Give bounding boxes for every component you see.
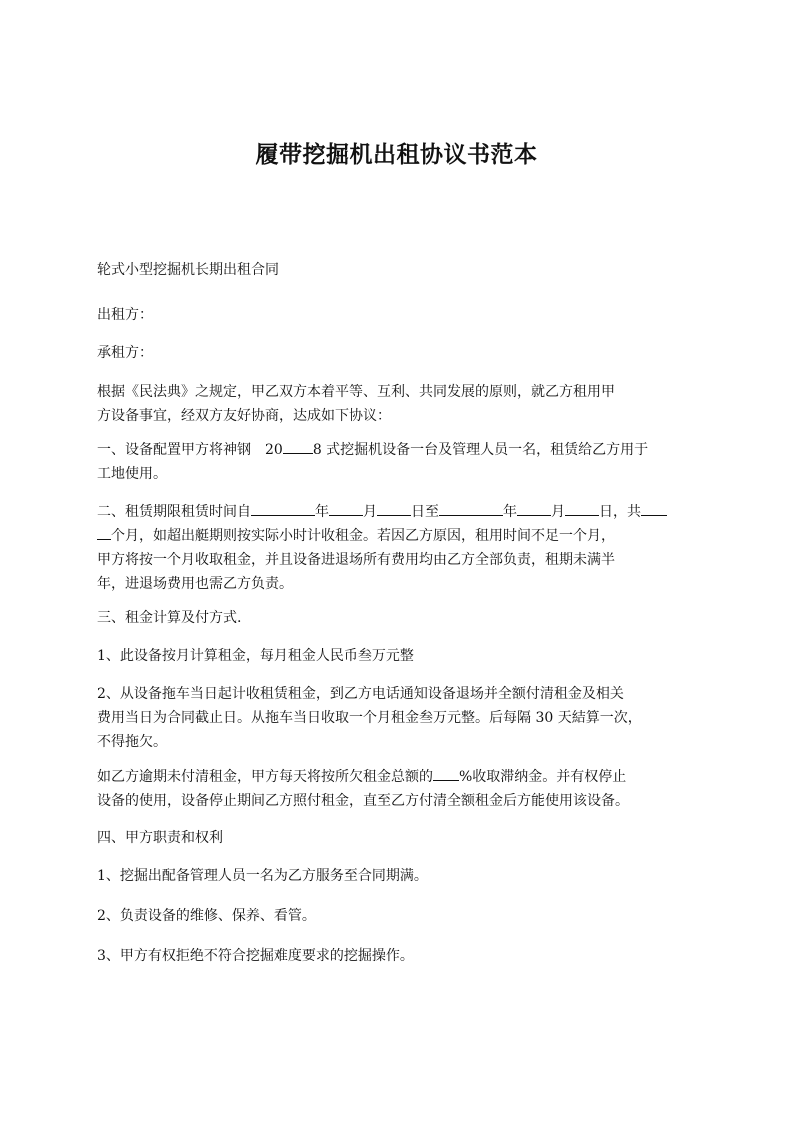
section2-text: 日，共	[599, 504, 641, 520]
document-title: 履带挖掘机出租协议书范本	[255, 142, 538, 168]
section2-text: 个月，如超出艇期则按实际小时计收租金。若因乙方原因，租用时间不足一个月，	[111, 528, 615, 544]
section1-paragraph	[97, 438, 709, 486]
section2-text: 二、租赁期限租赁时间自	[97, 504, 251, 520]
section1-text: 一、设备配置甲方将神钢 20	[97, 442, 283, 458]
lessee-label: 承租方：	[97, 345, 153, 361]
intro-line: 根据《民法典》之规定，甲乙双方本着平等、互利、共同发展的原则，就乙方租用甲	[97, 384, 615, 400]
section2-text: 月	[363, 504, 377, 520]
blank-field	[565, 501, 599, 516]
section2-text: 月	[551, 504, 565, 520]
section2-text: 日至	[411, 504, 439, 520]
late-fee-line	[97, 765, 709, 789]
lessor-field	[97, 303, 709, 327]
clause-line: 费用当日为合同截止日。从拖车当日收取一个月租金叁万元整。后每隔 30 天結算一次，	[97, 710, 642, 726]
section2-line: 甲方将按一个月收取租金，并且设备进退场所有费用均由乙方全部负责，租期未满半	[97, 552, 615, 568]
lessor-label: 出租方：	[97, 307, 153, 323]
section2-line: 年，进退场费用也需乙方负责。	[97, 576, 293, 592]
blank-field	[439, 501, 503, 516]
clause-text: 3、甲方有权拒绝不符合挖掘难度要求的挖掘操作。	[97, 948, 414, 964]
clause-line: 2、从设备拖车当日起计收租赁租金，到乙方电话通知设备退场并全额付清租金及相关	[97, 686, 624, 702]
section2-text: 年	[315, 504, 329, 520]
clause-4-3	[97, 944, 709, 968]
intro-paragraph	[97, 380, 709, 428]
late-fee-paragraph	[97, 765, 709, 813]
clause-3-1	[97, 644, 709, 668]
blank-field	[377, 501, 411, 516]
clause-4-1	[97, 864, 709, 888]
clause-text: 1、此设备按月计算租金，每月租金人民币叁万元整	[97, 648, 414, 664]
late-fee-text: 如乙方逾期未付清租金，甲方每天将按所欠租金总额的	[97, 769, 433, 785]
section1-line: 工地使用。	[97, 466, 167, 482]
section2-text: 年	[503, 504, 517, 520]
blank-field	[433, 766, 459, 781]
lessee-field	[97, 341, 709, 365]
blank-field	[283, 439, 313, 454]
section1-text: 8 式挖掘机设备一台及管理人员一名，租赁给乙方用于	[312, 442, 649, 458]
section2-paragraph	[97, 500, 709, 596]
subtitle-text: 轮式小型挖掘机长期出租合同	[97, 262, 279, 278]
section3-heading-text: 三、租金计算及付方式.	[97, 610, 242, 626]
section4-heading	[97, 826, 709, 850]
blank-field	[329, 501, 363, 516]
blank-field	[97, 525, 111, 540]
section2-line	[97, 500, 709, 524]
section1-line	[97, 438, 709, 462]
clause-line: 不得拖欠。	[97, 734, 167, 750]
late-fee-line: 设备的使用，设备停止期间乙方照付租金，直至乙方付清全额租金后方能使用该设备。	[97, 793, 629, 809]
clause-4-2	[97, 904, 709, 928]
section2-line	[97, 524, 709, 548]
section4-heading-text: 四、甲方职责和权利	[97, 830, 223, 846]
blank-field	[517, 501, 551, 516]
contract-subtitle	[97, 258, 709, 282]
blank-field	[251, 501, 315, 516]
clause-text: 1、挖掘出配备管理人员一名为乙方服务至合同期满。	[97, 868, 428, 884]
late-fee-text: %收取滞纳金。并有权停止	[459, 769, 627, 785]
section3-heading	[97, 606, 709, 630]
blank-field	[641, 501, 667, 516]
clause-text: 2、负责设备的维修、保养、看管。	[97, 908, 316, 924]
intro-line: 方设备事宜，经双方友好协商，达成如下协议：	[97, 408, 391, 424]
clause-3-2	[97, 682, 709, 754]
